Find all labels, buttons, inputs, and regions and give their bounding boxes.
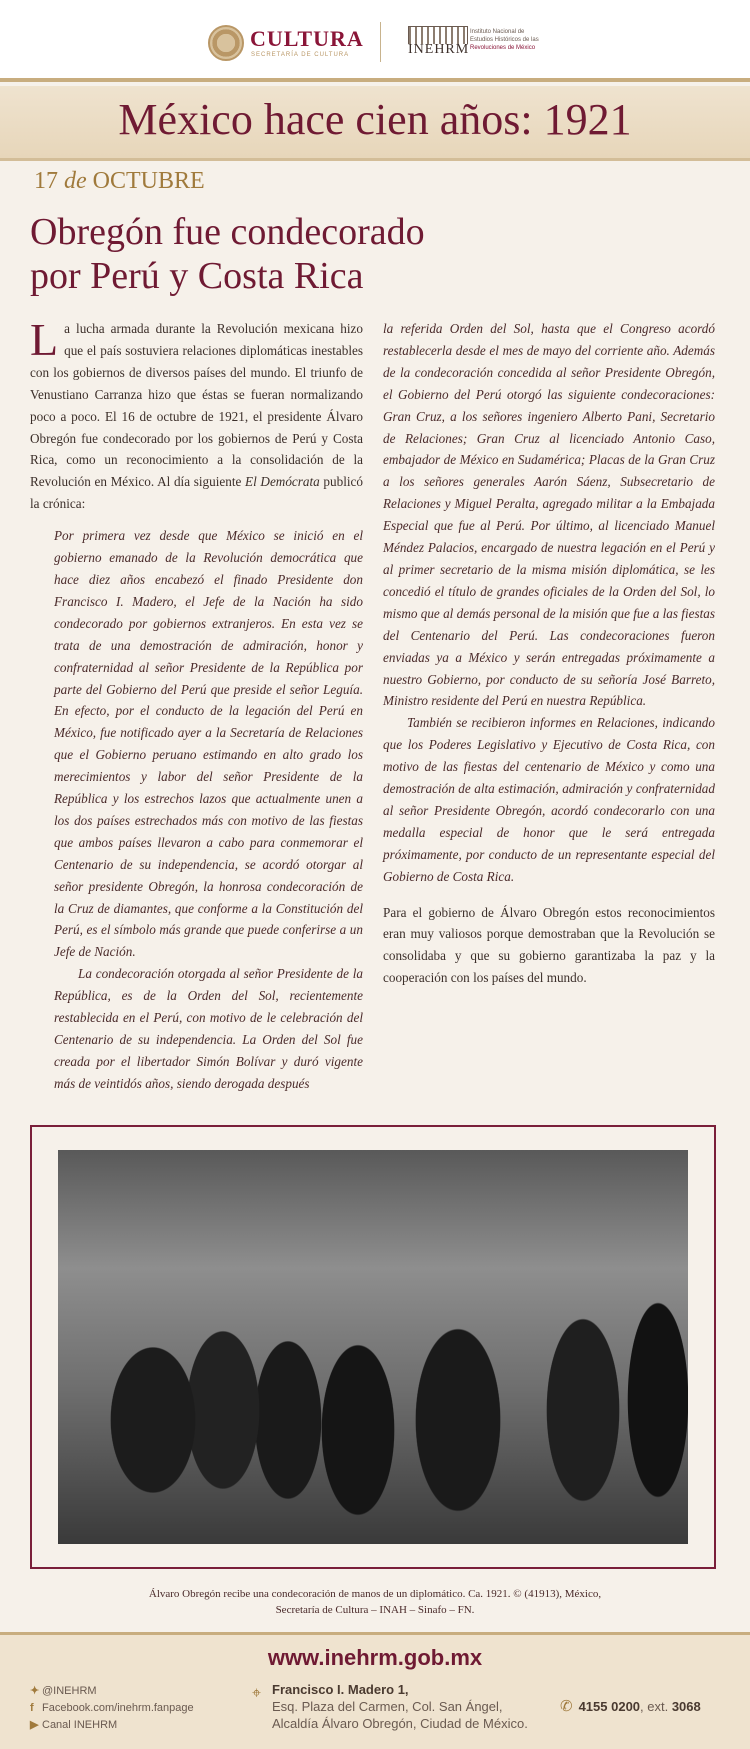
eagle-seal-icon	[208, 25, 244, 61]
closing-paragraph: Para el gobierno de Álvaro Obregón estos reconocimientos eran muy valiosos porque demostraban que la Revolución se consolidaba y que su gobierno garantizaba la paz y la cooperación con los países del mundo.	[383, 904, 715, 986]
phone-block[interactable]	[560, 1697, 701, 1715]
cultura-logo[interactable]	[208, 22, 368, 62]
article-column-right	[383, 318, 715, 989]
intro-paragraph	[30, 314, 363, 515]
title-band	[0, 86, 750, 161]
date-de: de	[64, 168, 87, 194]
facebook-link[interactable]	[30, 1700, 220, 1717]
ext-label: , ext.	[640, 1699, 672, 1714]
article-date	[34, 168, 205, 195]
inehrm-desc-line: Revoluciones de México	[470, 45, 536, 51]
social-links	[30, 1683, 220, 1734]
cultura-logo-subtitle: SECRETARÍA DE CULTURA	[251, 52, 350, 58]
page-title: México hace cien años: 1921	[118, 95, 632, 144]
facebook-url: Facebook.com/inehrm.fanpage	[42, 1702, 194, 1714]
article-column-left	[30, 314, 363, 1095]
inehrm-logo[interactable]	[408, 26, 548, 60]
inehrm-desc-line: Instituto Nacional de	[470, 29, 525, 35]
quote-paragraph: Por primera vez desde que México se inició en el gobierno emanado de la Revolución democrática que hace diez años encabezó el finado Presidente don Francisco I. Madero, el Jefe de la Nación ha sido condecorado por gobiernos extranjeros. En esta vez se trata de una demostración de admiración, honor y confraternidad al señor Presidente de la República por parte del Gobierno del Perú que preside el señor Leguía. En efecto, por el conducto de la legación del Perú en México, fue notificado ayer a la Secretaría de Relaciones que el Gobierno peruano estimando en alto grado los merecimientos y labor del señor Presidente de la República y los estrechos lazos que actualmente unen a los dos países estrechados más con motivo de las fiestas que ambos países llevaron a cabo para conmemorar el Centenario de su independencia, se acordó otorgar al señor presidente Obregón, la honrosa condecoración de la Cruz de diamantes, que conforme a la Constitución del Perú, es el símbolo más grande que puede conferirse a un Jefe de Nación.	[54, 528, 363, 960]
intro-text-end: publicó la crónica:	[30, 474, 363, 512]
footer	[0, 1632, 750, 1749]
cultura-logo-text: CULTURA	[250, 26, 364, 51]
location-pin-icon: ⌖	[252, 1683, 262, 1702]
inehrm-desc-line: Estudios Históricos de las	[470, 37, 539, 43]
article-headline	[30, 210, 510, 298]
phone-icon: ✆	[560, 1698, 573, 1715]
quote-paragraph: La condecoración otorgada al señor Presidente de la República, es de la Orden del Sol, recientemente restablecida en el Perú, con motivo de le celebración del Centenario de su independencia. La Orden del Sol fue creada por el libertador Simón Bolívar y duró vigente más de veintidós años, siendo derogada después	[54, 966, 363, 1091]
quote-paragraph: la referida Orden del Sol, hasta que el Congreso acordó restablecerla desde el mes de mayo del corriente año. Además de la condecoración concedida al señor Presidente Obregón, el Gobierno del Perú otorgó las siguiente condecoraciones: Gran Cruz, a los señores ingeniero Alberto Pani, Secretario de Relaciones; Gran Cruz al licenciado Antonio Caso, embajador de México en Sudamérica; Placas de la Gran Cruz a los señores generales Aarón Sáenz, Subsecretario de Relaciones y Miguel Peralta, agregado militar a la Embajada Especial que fue al Perú. Por último, al licenciado Manuel Méndez Palacios, encargado de nuestra legación en el Perú y al primer secretario de la misma misión diplomática, se les concedió el título de grandes oficiales de la Orden del Sol, lo mismo que al demás personal de la misión que fue a las fiestas del Centenario del Perú. Las condecoraciones fueron enviadas ya a México y serán entregadas próximamente a nuestro Gobierno, por conducto de su señoría José Barreto, Ministro residente del Perú en nuestra República.	[383, 321, 715, 709]
quote-paragraph: También se recibieron informes en Relaciones, indicando que los Poderes Legislativo y Ejecutivo de Costa Rica, con motivo de las fiestas del centenario de México y como una demostración de alta estimación, admiración y confraternidad al señor Presidente Obregón, acordó condecorarlo con una medalla especial de honor que le será entregada próximamente, por conducto de un representante especial del Gobierno de Costa Rica.	[383, 715, 715, 884]
twitter-icon: ✦	[30, 1685, 40, 1697]
website-link[interactable]: www.inehrm.gob.mx	[267, 1645, 483, 1670]
caption-line: Secretaría de Cultura – INAH – Sinafo – FN.	[275, 1604, 475, 1616]
date-day: 17	[34, 168, 58, 194]
youtube-icon: ▶	[30, 1719, 39, 1731]
address-line: Alcaldía Álvaro Obregón, Ciudad de México.	[272, 1716, 528, 1731]
address-line: Esq. Plaza del Carmen, Col. San Ángel,	[272, 1699, 503, 1714]
headline-line: Obregón fue condecorado	[30, 211, 425, 253]
twitter-link[interactable]	[30, 1683, 220, 1700]
header-bar	[0, 0, 750, 82]
youtube-link[interactable]	[30, 1717, 220, 1734]
address-block	[252, 1681, 542, 1732]
youtube-channel: Canal INEHRM	[42, 1719, 118, 1731]
date-month: OCTUBRE	[92, 168, 205, 194]
headline-line: por Perú y Costa Rica	[30, 255, 364, 297]
photo-frame	[30, 1125, 716, 1569]
inehrm-logo-text: INEHRM	[408, 42, 470, 57]
newspaper-name: El Demócrata	[245, 474, 320, 490]
photo-caption	[60, 1586, 690, 1618]
logo-divider	[380, 22, 381, 62]
caption-line: Álvaro Obregón recibe una condecoración de manos de un diplomático. Ca. 1921. © (41913), México,	[148, 1588, 602, 1600]
drop-cap: L	[30, 314, 59, 365]
phone-ext: 3068	[671, 1699, 701, 1714]
inehrm-description	[470, 28, 560, 52]
facebook-icon: f	[30, 1702, 34, 1714]
phone-number: 4155 0200	[578, 1699, 641, 1714]
intro-text: a lucha armada durante la Revolución mexicana hizo que el país sostuviera relaciones diplomáticas inestables con los gobiernos de diversos países del mundo. El triunfo de Venustiano Carranza hizo que éstas se fueran normalizando poco a poco. El 16 de octubre de 1921, el presidente Álvaro Obregón fue condecorado por los gobiernos de Perú y Costa Rica, como un reconocimiento a la consolidación de la Revolución en México. Al día siguiente	[30, 321, 363, 490]
historical-photo	[58, 1150, 688, 1544]
address-line: Francisco I. Madero 1,	[272, 1682, 409, 1697]
twitter-handle: @INEHRM	[42, 1685, 97, 1697]
